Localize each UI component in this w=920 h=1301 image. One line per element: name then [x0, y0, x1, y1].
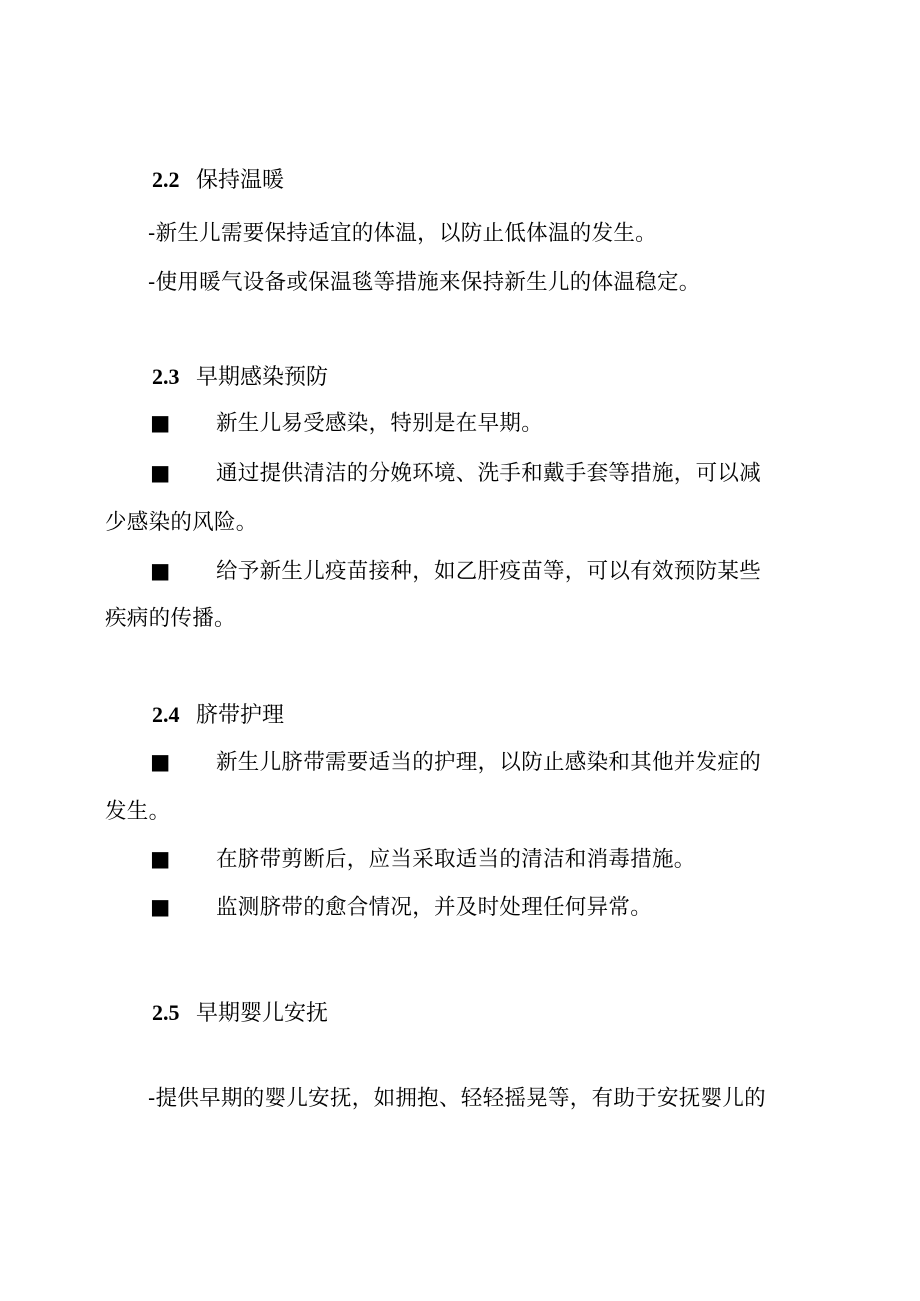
section-title: 早期感染预防 [196, 365, 329, 390]
square-bullet-icon: ■ [150, 750, 171, 775]
section-heading-2-2 [152, 165, 284, 196]
paragraph-line: -提供早期的婴儿安抚，如拥抱、轻轻摇晃等，有助于安抚婴儿的 [148, 1086, 766, 1111]
section-number: 2.4 [152, 702, 180, 727]
square-bullet-icon: ■ [150, 411, 171, 436]
square-bullet-icon: ■ [150, 461, 171, 486]
section-number: 2.5 [152, 1000, 180, 1025]
bullet-continuation: 发生。 [105, 799, 171, 824]
section-number: 2.2 [152, 167, 180, 192]
section-number: 2.3 [152, 364, 180, 389]
square-bullet-icon: ■ [150, 559, 171, 584]
bullet-text: 给予新生儿疫苗接种，如乙肝疫苗等，可以有效预防某些 [216, 559, 762, 584]
bullet-item [150, 557, 761, 587]
bullet-item [150, 748, 761, 778]
bullet-item [150, 845, 696, 875]
square-bullet-icon: ■ [150, 895, 171, 920]
bullet-continuation: 少感染的风险。 [105, 510, 258, 535]
section-title: 保持温暖 [196, 168, 285, 193]
bullet-text: 新生儿脐带需要适当的护理，以防止感染和其他并发症的 [216, 750, 762, 775]
paragraph-line: -新生儿需要保持适宜的体温，以防止低体温的发生。 [148, 221, 657, 246]
section-title: 脐带护理 [196, 703, 285, 728]
section-heading-2-3 [152, 362, 328, 393]
bullet-text: 新生儿易受感染，特别是在早期。 [216, 411, 544, 436]
bullet-item [150, 893, 652, 923]
bullet-text: 通过提供清洁的分娩环境、洗手和戴手套等措施，可以减 [216, 461, 762, 486]
bullet-text: 监测脐带的愈合情况，并及时处理任何异常。 [216, 895, 653, 920]
bullet-text: 在脐带剪断后，应当采取适当的清洁和消毒措施。 [216, 847, 696, 872]
paragraph-line: -使用暖气设备或保温毯等措施来保持新生儿的体温稳定。 [148, 270, 701, 295]
bullet-item [150, 459, 761, 489]
bullet-continuation: 疾病的传播。 [105, 606, 236, 631]
section-heading-2-5 [152, 998, 328, 1029]
bullet-item [150, 409, 543, 439]
square-bullet-icon: ■ [150, 847, 171, 872]
section-title: 早期婴儿安抚 [196, 1001, 329, 1026]
section-heading-2-4 [152, 700, 284, 731]
